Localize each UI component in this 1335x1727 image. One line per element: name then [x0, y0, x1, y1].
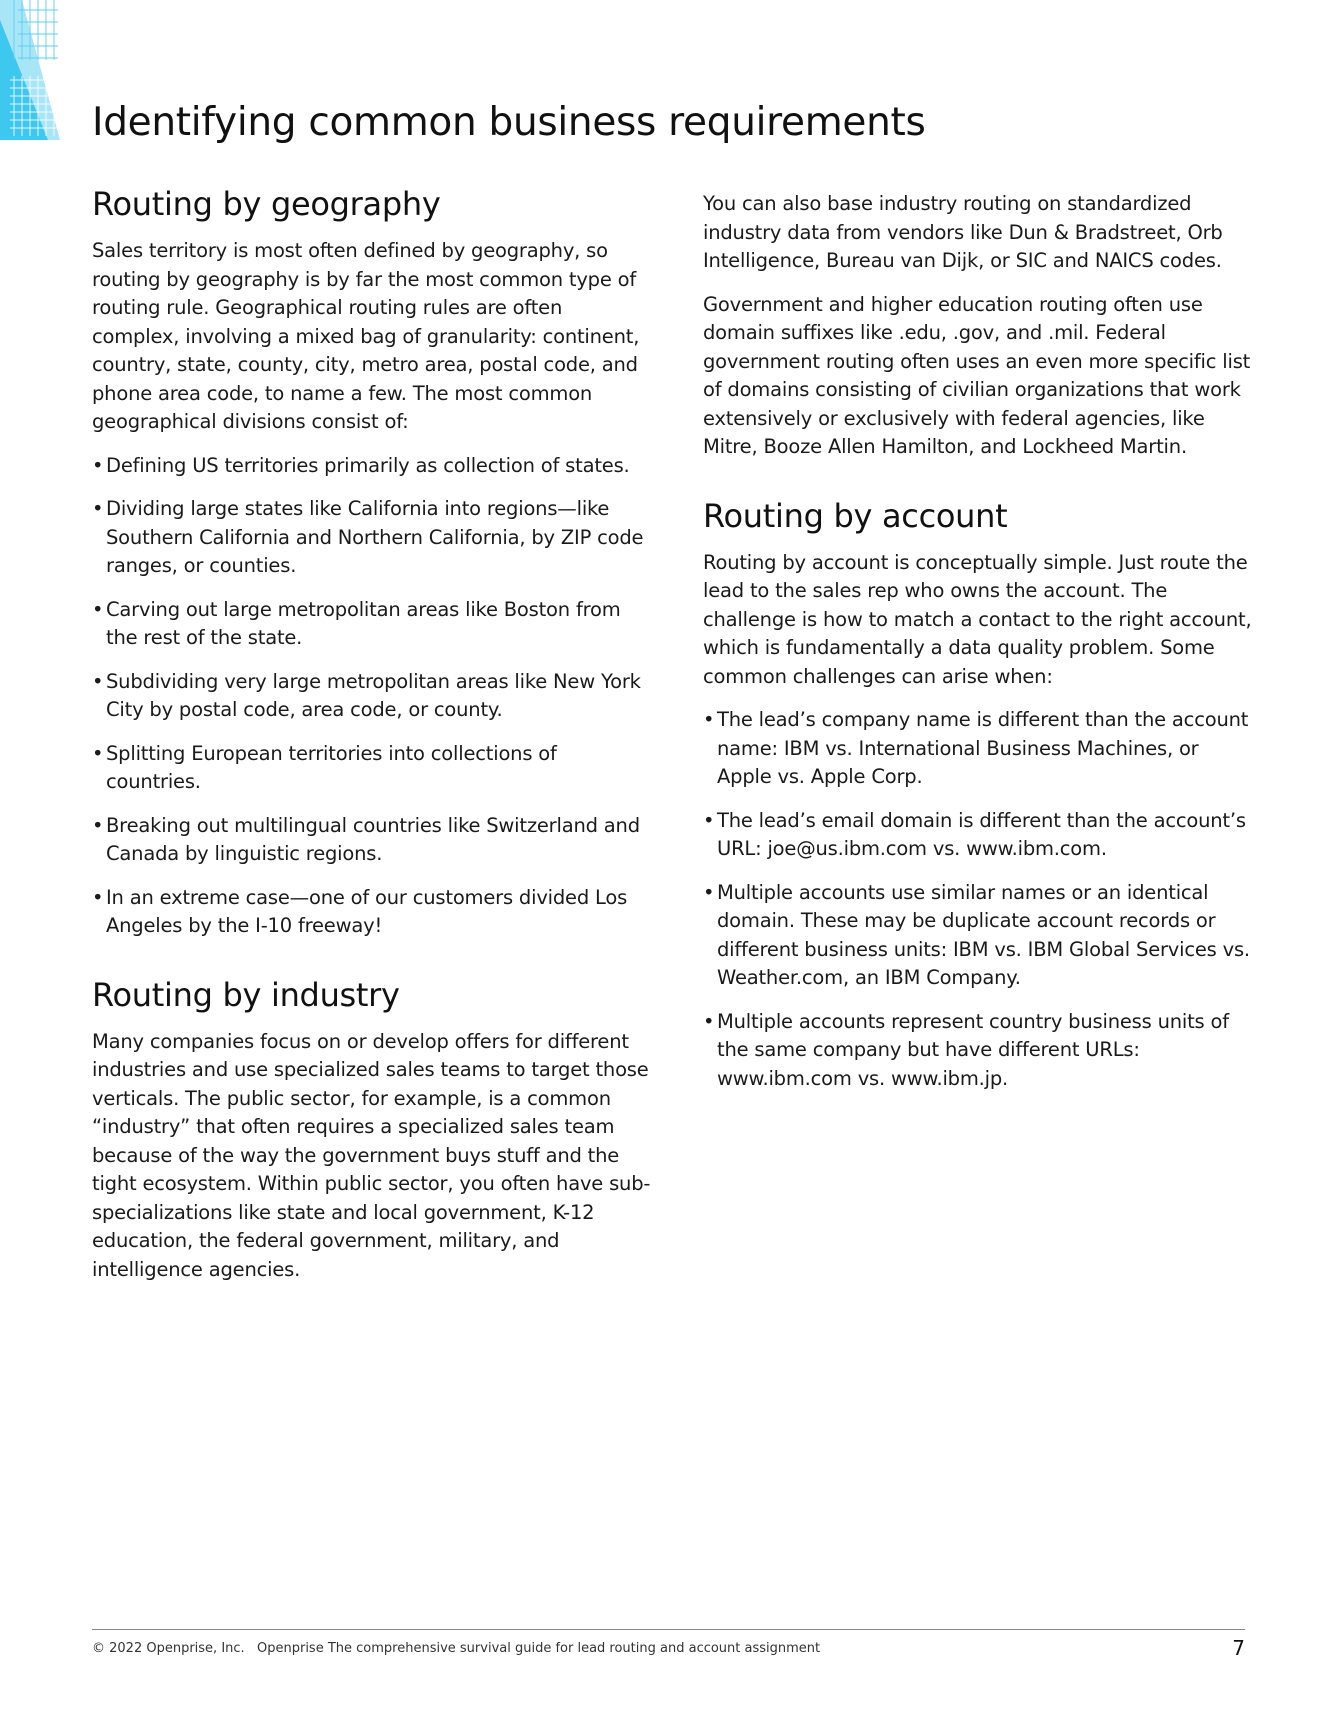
list-item-text: The lead’s email domain is different than the account’s URL: joe@us.ibm.com vs. www.ibm.com.	[717, 808, 1246, 860]
account-heading: Routing by account	[703, 496, 1008, 535]
list-item-text: Multiple accounts represent country business units of the same company but have different URLs: www.ibm.com vs. www.ibm.jp.	[717, 1009, 1229, 1090]
bullet-icon: •	[92, 885, 104, 909]
list-item	[92, 452, 652, 481]
page-title: Identifying common business requirements	[92, 100, 926, 145]
industry-paragraph: Many companies focus on or develop offers for different industries and use specialized sales teams to target those verticals. The public sector, for example, is a common “industry” that often requires a specialized sales team because of the way the government buys stuff and the tight ecosystem. Within public sector, you often have sub-specializations like state and local government, K-12 education, the federal government, military, and intelligence agencies.	[92, 1029, 651, 1281]
page-footer	[92, 1638, 1245, 1668]
bullet-icon: •	[92, 741, 104, 765]
footer-divider	[92, 1629, 1245, 1630]
list-item-text: Carving out large metropolitan areas like Boston from the rest of the state.	[106, 597, 621, 649]
right-column	[703, 190, 1258, 1108]
list-item-text: Splitting European territories into collections of countries.	[106, 741, 557, 793]
page-number: 7	[1232, 1636, 1245, 1660]
account-intro: Routing by account is conceptually simple. Just route the lead to the sales rep who owns the account. The challenge is how to match a contact to the right account, which is fundamentally a data quality problem. Some common challenges can arise when:	[703, 550, 1252, 688]
industry-heading: Routing by industry	[92, 975, 400, 1014]
footer-copyright: © 2022 Openprise, Inc.	[92, 1641, 245, 1656]
section-routing-by-geography	[92, 185, 652, 941]
section-routing-by-industry	[92, 976, 652, 1285]
bullet-icon: •	[703, 1009, 715, 1033]
list-item-text: Breaking out multilingual countries like Switzerland and Canada by linguistic regions.	[106, 813, 640, 865]
list-item	[703, 807, 1258, 864]
bullet-icon: •	[92, 669, 104, 693]
list-item	[92, 495, 652, 581]
bullet-icon: •	[92, 813, 104, 837]
list-item-text: Defining US territories primarily as collection of states.	[106, 453, 630, 477]
list-item-text: The lead’s company name is different than the account name: IBM vs. International Business Machines, or Apple vs. Apple Corp.	[717, 708, 1249, 788]
bullet-icon: •	[92, 597, 104, 621]
list-item	[92, 884, 652, 941]
bullet-icon: •	[703, 808, 715, 832]
list-item	[703, 1008, 1258, 1094]
footer-guide-title: Openprise The comprehensive survival guide for lead routing and account assignment	[257, 1641, 821, 1656]
bullet-icon: •	[92, 453, 104, 477]
section-industry-continued	[703, 190, 1258, 462]
section-routing-by-account	[703, 497, 1258, 1094]
list-item	[92, 668, 652, 725]
left-column	[92, 185, 652, 1299]
industry-data-paragraph: You can also base industry routing on standardized industry data from vendors like Dun & Bradstreet, Orb Intelligence, Bureau van Dijk, or SIC and NAICS codes.	[703, 192, 1223, 272]
geography-heading: Routing by geography	[92, 185, 441, 223]
bullet-icon: •	[92, 497, 104, 520]
geography-list	[92, 452, 652, 941]
list-item	[703, 879, 1258, 993]
geography-intro: Sales territory is most often defined by geography, so routing by geography is by far the most common type of routing rule. Geographical routing rules are often complex, involving a mixed bag of granularity: continent, country, state, county, city, metro area, postal code, and phone area code, to name a few. The most common geographical divisions consist of:	[92, 239, 640, 433]
list-item-text: Dividing large states like California into regions—like Southern California and Northern California, by ZIP code ranges, or counties.	[106, 497, 644, 577]
bullet-icon: •	[703, 708, 715, 731]
list-item	[92, 812, 652, 869]
list-item-text: Multiple accounts use similar names or an identical domain. These may be duplicate account records or different business units: IBM vs. IBM Global Services vs. Weather.com, an IBM Company.	[717, 880, 1250, 989]
list-item	[92, 596, 652, 653]
account-list	[703, 706, 1258, 1093]
list-item	[92, 740, 652, 797]
government-routing-paragraph: Government and higher education routing often use domain suffixes like .edu, .gov, and .mil. Federal government routing often uses an even more specific list of domains consisting of civilian organizations that work extensively or exclusively with federal agencies, like Mitre, Booze Allen Hamilton, and Lockheed Martin.	[703, 292, 1251, 458]
corner-grid-decoration	[0, 0, 70, 140]
list-item-text: Subdividing very large metropolitan areas like New York City by postal code, area code, or county.	[106, 669, 641, 721]
list-item-text: In an extreme case—one of our customers divided Los Angeles by the I-10 freeway!	[106, 885, 628, 937]
list-item	[703, 706, 1258, 792]
bullet-icon: •	[703, 880, 715, 904]
